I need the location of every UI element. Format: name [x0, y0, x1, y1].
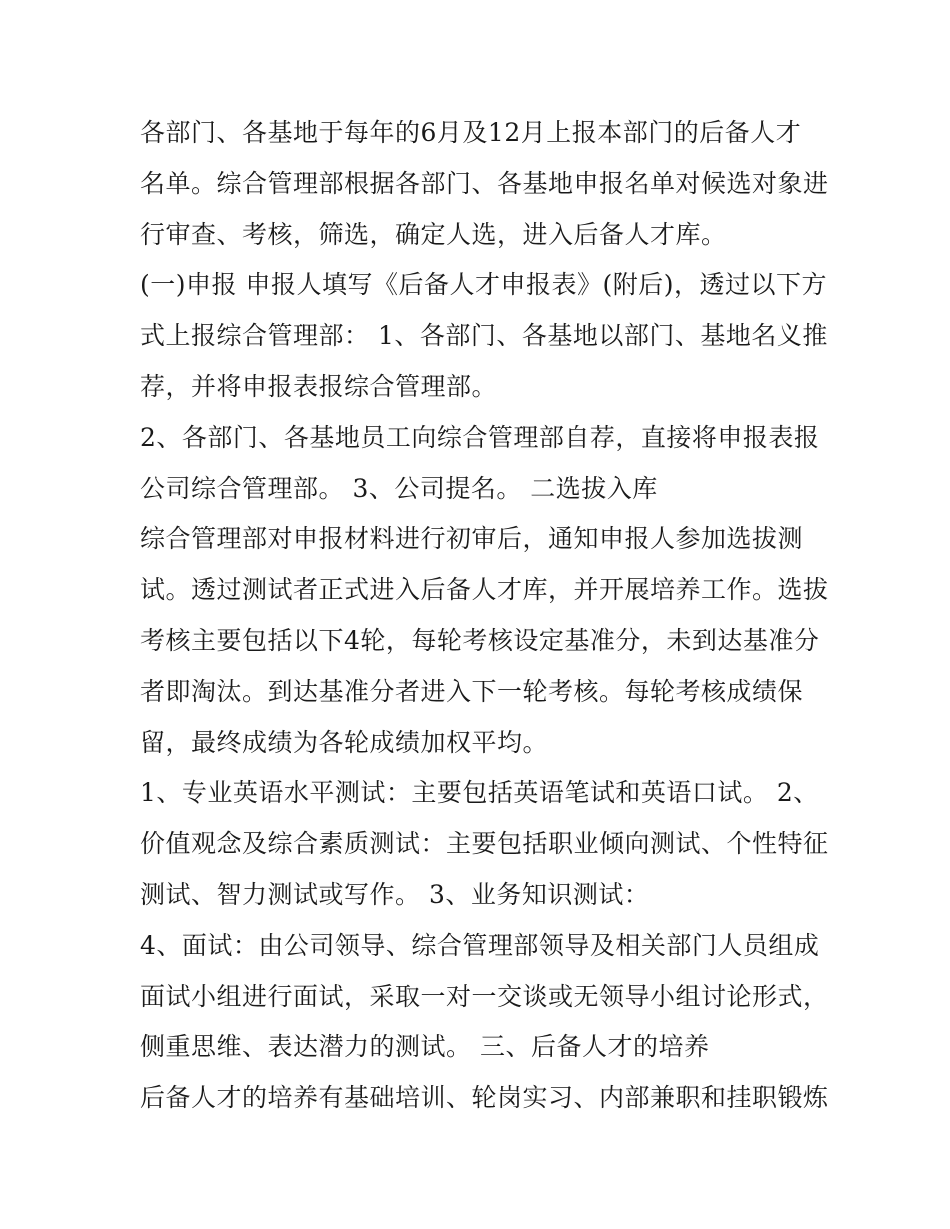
text-line: 名单。综合管理部根据各部门、各基地申报名单对候选对象进 — [140, 168, 829, 198]
text-line: 式上报综合管理部： 1、各部门、各基地以部门、基地名义推 — [140, 321, 828, 351]
text-line: 侧重思维、表达潜力的测试。 三、后备人才的培养 — [140, 1032, 710, 1062]
text-line: 1、专业英语水平测试：主要包括英语笔试和英语口试。 2、 — [140, 778, 819, 808]
text-line: 2、各部门、各基地员工向综合管理部自荐，直接将申报表报 — [140, 422, 820, 452]
text-line: 各部门、各基地于每年的6月及12月上报本部门的后备人才 — [140, 118, 802, 147]
text-line: 行审查、考核，筛选，确定人选，进入后备人才库。 — [140, 219, 727, 249]
text-line: 面试小组进行面试，采取一对一交谈或无领导小组讨论形式， — [140, 981, 829, 1011]
text-line: 4、面试：由公司领导、综合管理部领导及相关部门人员组成 — [140, 930, 820, 960]
text-line: 价值观念及综合素质测试：主要包括职业倾向测试、个性特征 — [140, 829, 829, 859]
text-line: 试。透过测试者正式进入后备人才库，并开展培养工作。选拔 — [140, 575, 829, 605]
text-line: (一)申报 申报人填写《后备人才申报表》(附后)，透过以下方 — [140, 270, 827, 300]
text-line: 考核主要包括以下4轮，每轮考核设定基准分，未到达基准分 — [140, 625, 820, 655]
text-line: 测试、智力测试或写作。 3、业务知识测试： — [140, 879, 650, 909]
text-line: 后备人才的培养有基础培训、轮岗实习、内部兼职和挂职锻炼 — [140, 1083, 829, 1113]
text-line: 留，最终成绩为各轮成绩加权平均。 — [140, 727, 549, 757]
body-text — [140, 108, 830, 1124]
text-line: 者即淘汰。到达基准分者进入下一轮考核。每轮考核成绩保 — [140, 676, 804, 706]
text-line: 综合管理部对申报材料进行初审后，通知申报人参加选拔测 — [140, 524, 804, 554]
text-line: 公司综合管理部。 3、公司提名。 二选拔入库 — [140, 473, 658, 503]
text-line: 荐，并将申报表报综合管理部。 — [140, 371, 498, 401]
